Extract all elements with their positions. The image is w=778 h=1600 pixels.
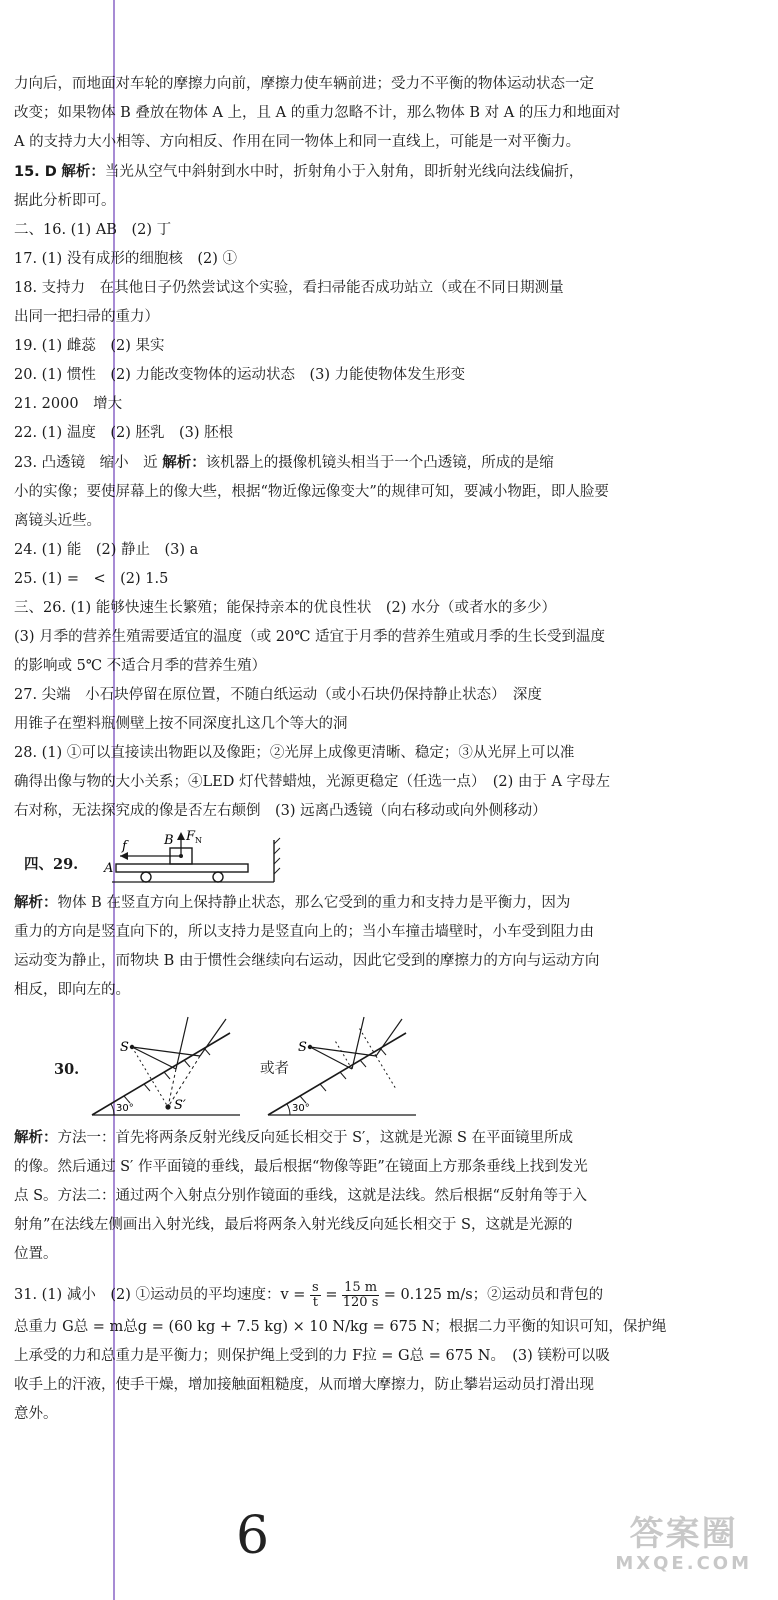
text-line: 确得出像与物的大小关系；④LED 灯代替蜡烛，光源更稳定（任选一点） (2) 由于 A 字母左 [14, 774, 611, 790]
fraction-bottom: 120 s [342, 1294, 379, 1310]
light-source-label: S [120, 1040, 129, 1055]
watermark-logo [615, 1514, 752, 1578]
text-line: 位置。 [14, 1246, 58, 1262]
fraction-top: 15 m [344, 1279, 378, 1295]
text-line: (3) 月季的营养生殖需要适宜的温度（或 20℃ 适宜于月季的营养生殖或月季的生长受到温度 [14, 629, 606, 645]
answer-20: 20. (1) 惯性 (2) 力能改变物体的运动状态 (3) 力能使物体发生形变 [14, 367, 466, 383]
fraction-distance-over-time [342, 1281, 379, 1310]
cart-wheel [213, 872, 223, 882]
angle-arc [111, 1104, 114, 1115]
analysis-label: 解析： [162, 454, 206, 471]
answer-27: 27. 尖端 小石块停留在原位置，不随白纸运动（或小石块仍保持静止状态） 深度 [14, 687, 542, 703]
watermark-title: 答案圈 [629, 1514, 738, 1554]
fraction-s-over-t [310, 1281, 321, 1310]
cart-a-label: A [104, 861, 114, 876]
mirror-hatch [144, 1084, 150, 1091]
answer-26: 三、26. (1) 能够快速生长繁殖；能保持亲本的优良性状 (2) 水分（或者水的多少） [14, 600, 556, 616]
mirror-diagram-left [84, 1011, 244, 1123]
text-line: 用锥子在塑料瓶侧壁上按不同深度扎这几个等大的洞 [14, 716, 348, 732]
angle-label: 30° [292, 1103, 310, 1114]
spacer [14, 1269, 764, 1277]
text-line: 相反，即向左的。 [14, 982, 130, 998]
support-force-label: F [186, 829, 196, 844]
support-arrowhead [177, 832, 185, 840]
mirror-hatch [300, 1096, 306, 1103]
text-line: 的影响或 5℃ 不适合月季的营养生殖） [14, 658, 267, 674]
analysis-label: 解析： [61, 163, 105, 180]
equals-sign: = [325, 1287, 338, 1303]
analysis-label: 解析： [14, 1129, 58, 1146]
answer-17: 17. (1) 没有成形的细胞核 (2) ① [14, 251, 237, 267]
or-text: 或者 [260, 1061, 289, 1077]
answer-31-text: = 0.125 m/s；②运动员和背包的 [383, 1287, 604, 1303]
answer-31-text: 31. (1) 减小 (2) ①运动员的平均速度：v = [14, 1287, 306, 1303]
text-line: 运动变为静止，而物块 B 由于惯性会继续向右运动，因此它受到的摩擦力的方向与运动方向 [14, 953, 600, 969]
answer-15-text: 当光从空气中斜射到水中时，折射角小于入射角，即折射光线向法线偏折， [104, 164, 584, 180]
text-line: 重力的方向是竖直向下的，所以支持力是竖直向上的；当小车撞击墙壁时，小车受到阻力由 [14, 924, 594, 940]
text-line: A 的支持力大小相等、方向相反、作用在同一物体上和同一直线上，可能是一对平衡力。 [14, 134, 581, 150]
text-line: 上承受的力和总重力是平衡力；则保护绳上受到的力 F拉 = G总 = 675 N。 (3) 镁粉可以吸 [14, 1348, 610, 1364]
mirror-hatch [164, 1072, 170, 1079]
answer-30-analysis [14, 1123, 764, 1153]
mirror-line [92, 1033, 230, 1115]
text-line: 总重力 G总 = m总g = (60 kg + 7.5 kg) × 10 N/kg = 675 N；根据二力平衡的知识可知，保护绳 [14, 1319, 667, 1335]
answer-23-text: 该机器上的摄像机镜头相当于一个凸透镜，所成的是缩 [205, 455, 554, 471]
cart-wheel [141, 872, 151, 882]
mirror-hatch [320, 1084, 326, 1091]
block-b-label: B [164, 833, 174, 848]
support-force-subscript: N [195, 836, 202, 845]
answer-15 [14, 157, 764, 187]
force-diagram-svg [102, 826, 292, 888]
answer-23 [14, 448, 764, 478]
answer-21: 21. 2000 增大 [14, 396, 123, 412]
mirror-hatch [340, 1072, 346, 1079]
answer-23-key: 23. 凸透镜 缩小 近 [14, 455, 158, 471]
answer-25: 25. (1) = < (2) 1.5 [14, 571, 169, 587]
wall-hatch [274, 858, 280, 864]
angle-arc [287, 1104, 290, 1115]
wall-hatch [274, 838, 280, 844]
mirror-hatch [124, 1096, 130, 1103]
answer-30-label: 30. [54, 1061, 80, 1078]
answer-16: 二、16. (1) AB (2) 丁 [14, 222, 172, 238]
answer-22: 22. (1) 温度 (2) 胚乳 (3) 胚根 [14, 425, 234, 441]
friction-label: f [122, 839, 127, 854]
text-line: 右对称，无法探究成的像是否左右颠倒 (3) 远离凸透镜（向右移动或向外侧移动） [14, 803, 547, 819]
figure-30 [14, 1011, 764, 1123]
answer-28: 28. (1) ①可以直接读出物距以及像距；②光屏上成像更清晰、稳定；③从光屏上可以准 [14, 745, 575, 761]
mirror-diagram-right [260, 1011, 420, 1123]
mirror-hatch [360, 1060, 366, 1067]
text-line: 点 S。方法二：通过两个入射点分别作镜面的垂线，这就是法线。然后根据“反射角等于入 [14, 1188, 587, 1204]
text-line: 小的实像；要使屏幕上的像大些，根据“物近像远像变大”的规律可知，要减小物距，即人脸要 [14, 484, 609, 500]
fraction-bottom: t [312, 1294, 318, 1310]
answer-15-key: 15. D [14, 164, 57, 180]
normal-line [376, 1056, 396, 1089]
image-point-label: S′ [174, 1098, 186, 1113]
wall-hatch [274, 868, 280, 874]
watermark-url: MXQE.COM [615, 1553, 752, 1574]
text-line: 收手上的汗液，使手干燥，增加接触面粗糙度，从而增大摩擦力，防止攀岩运动员打滑出现 [14, 1377, 594, 1393]
text-line: 意外。 [14, 1406, 58, 1422]
angle-label: 30° [116, 1103, 134, 1114]
text-line: 出同一把扫帚的重力） [14, 309, 159, 325]
answer-30-text: 方法一：首先将两条反射光线反向延长相交于 S′，这就是光源 S 在平面镜里所成 [57, 1130, 573, 1146]
handwritten-page-number: 6 [236, 1506, 270, 1566]
text-line: 改变；如果物体 B 叠放在物体 A 上，且 A 的重力忽略不计，那么物体 B 对 A 的压力和地面对 [14, 105, 621, 121]
answer-19: 19. (1) 雌蕊 (2) 果实 [14, 338, 165, 354]
answer-24: 24. (1) 能 (2) 静止 (3) a [14, 542, 199, 558]
answer-content [14, 70, 764, 1429]
answer-29-text: 物体 B 在竖直方向上保持静止状态，那么它受到的重力和支持力是平衡力，因为 [57, 895, 571, 911]
fraction-top: s [312, 1279, 319, 1295]
figure-29 [14, 826, 764, 888]
answer-31 [14, 1277, 764, 1313]
text-line: 射角”在法线左侧画出入射光线，最后将两条入射光线反向延长相交于 S，这就是光源的 [14, 1217, 573, 1233]
text-line: 的像。然后通过 S′ 作平面镜的垂线，最后根据“物像等距”在镜面上方那条垂线上找到发光 [14, 1159, 588, 1175]
wall-hatch [274, 848, 280, 854]
image-point [165, 1104, 170, 1109]
answer-18: 18. 支持力 在其他日子仍然尝试这个实验，看扫帚能否成功站立（或在不同日期测量 [14, 280, 564, 296]
light-source-label: S [298, 1040, 307, 1055]
text-line: 据此分析即可。 [14, 193, 116, 209]
mirror-hatch [184, 1060, 190, 1067]
cart-body [116, 864, 248, 872]
answer-29-label: 四、29. [24, 856, 79, 873]
text-line: 力向后，而地面对车轮的摩擦力向前，摩擦力使车辆前进；受力不平衡的物体运动状态一定 [14, 76, 594, 92]
analysis-label: 解析： [14, 894, 58, 911]
text-line: 离镜头近些。 [14, 513, 101, 529]
mirror-line [268, 1033, 406, 1115]
answer-29-analysis [14, 888, 764, 918]
